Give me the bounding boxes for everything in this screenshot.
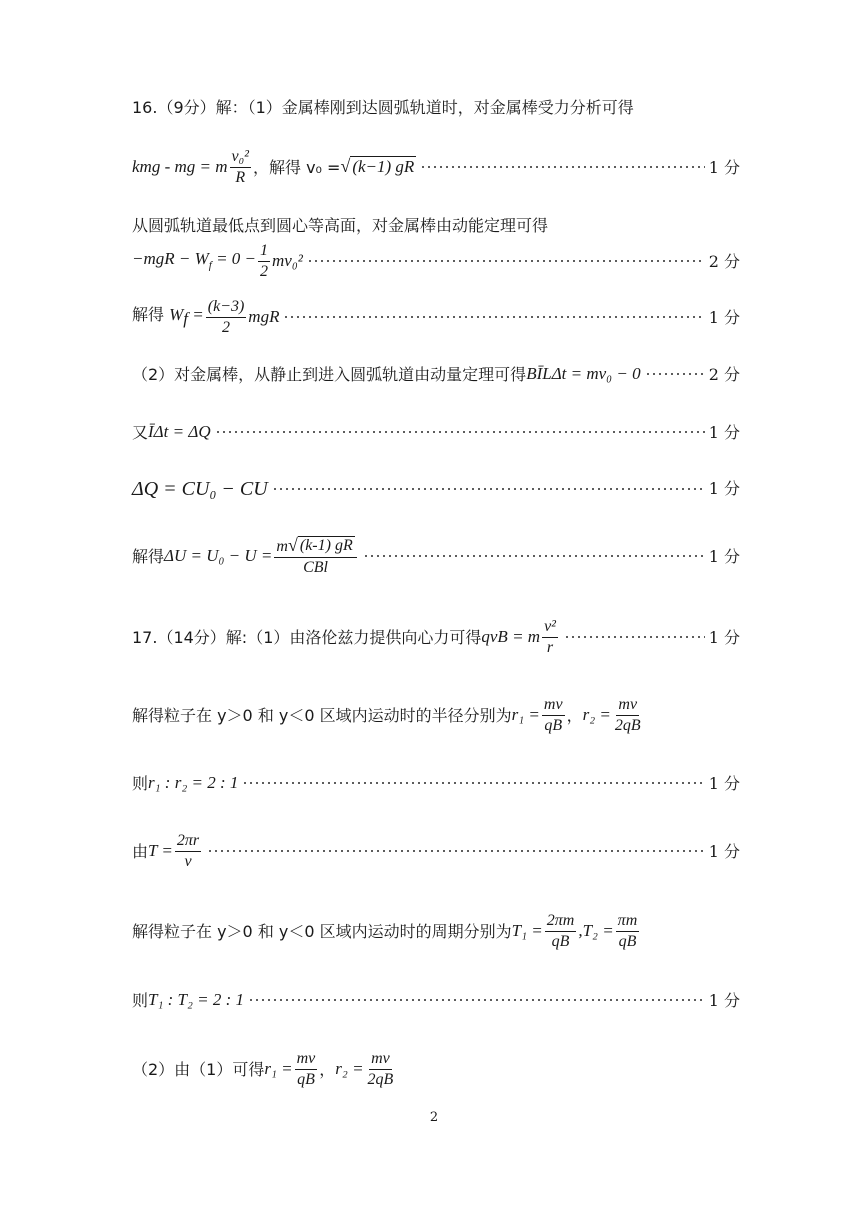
q17-eq7-r1-fraction: $\frac{mv}{qB}$ [296,1050,316,1088]
q17-eq5-t1-fraction: $\frac{2\pi m}{qB}$ [546,912,575,950]
q17-eq7: （2）由（1）可得 r₁ = $\frac{mv}{qB}$ ， r₂ = $\frac{mv}{2qB}$ [132,1050,394,1088]
leader-dots [645,373,705,375]
q16-eq2: $-mgR - W_f = 0$ − $\frac{1}{2}$ mv₀² 2 分 [132,242,740,280]
leader-dots [248,999,705,1001]
q16-eq3: 解得 $W_f$ = $\frac{(k-3)}{2}$ mgR 1 分 [132,298,740,336]
q17-eq4-fraction: $\frac{2\pi r}{v}$ [176,832,200,870]
q16-eq2-fraction: $\frac{1}{2}$ [260,242,269,280]
q17-eq7-r2-fraction: $\frac{mv}{2qB}$ [367,1050,394,1088]
q16-eq3-fraction: $\frac{(k-3)}{2}$ [207,298,245,336]
leader-dots [307,260,705,262]
q17-eq2-r1-fraction: $\frac{mv}{qB}$ [543,696,563,734]
q17-eq2-r2-fraction: $\frac{mv}{2qB}$ [614,696,641,734]
q16-eq4: （2）对金属棒，从静止到进入圆弧轨道由动量定理可得 BĪLΔt = mv₀ − 0 2 分 [132,364,740,384]
leader-dots [420,166,704,168]
q16-eq1-fraction: $\frac{\text{v₀²}}{R}$ [231,148,249,186]
leader-dots [283,316,704,318]
leader-dots [207,850,705,852]
q17-eq4: 由 T = $\frac{2\pi r}{v}$ 1 分 [132,832,740,870]
q16-eq7-fraction: m √ (k-1) gR CBl [274,536,356,576]
q16-eq6: ΔQ = CU₀ − CU 1 分 [132,478,740,500]
q16-header: 16.（9分）解：（1）金属棒刚到达圆弧轨道时，对金属棒受力分析可得 [132,98,634,117]
q17-eq3: 则 r₁ : r₂ = 2 : 1 1 分 [132,773,740,793]
leader-dots [363,555,705,557]
q16-eq5: 又 ĪΔt = ΔQ 1 分 [132,422,740,442]
leader-dots [242,782,704,784]
leader-dots [272,488,705,490]
q16-eq1: kmg - mg = m $\frac{\text{v₀²}}{R}$ ，解得 v₀ = √ (k−1) gR 1 分 [132,148,740,186]
q16-eq7: 解得 ΔU = U₀ − U = m √ (k-1) gR CBl 1 分 [132,535,740,576]
q17-eq5-t2-fraction: $\frac{\pi m}{qB}$ [617,912,638,950]
leader-dots [564,636,705,638]
q17-header: 17.（14分）解:（1）由洛伦兹力提供向心力可得 qvB = m $\frac{\text{v²}}{r}$ 1 分 [132,618,740,656]
q17-eq5: 解得粒子在 y＞0 和 y＜0 区域内运动时的周期分别为 T₁ = $\frac{2\pi m}{qB}$ , T₂ = $\frac{\pi m}{qB}$ [132,912,638,950]
leader-dots [215,431,705,433]
q17-eq2: 解得粒子在 y＞0 和 y＜0 区域内运动时的半径分别为 r₁ = $\frac{mv}{qB}$ ， r₂ = $\frac{mv}{2qB}$ [132,696,641,734]
q16-text2: 从圆弧轨道最低点到圆心等高面，对金属棒由动能定理可得 [132,216,549,235]
page-number: 2 [429,1110,439,1125]
q17-eq6: 则 T₁ : T₂ = 2 : 1 1 分 [132,990,740,1010]
q16-eq1-sqrt: √ (k−1) gR [340,156,415,177]
q17-eq1-fraction: $\frac{\text{v²}}{r}$ [544,618,556,656]
